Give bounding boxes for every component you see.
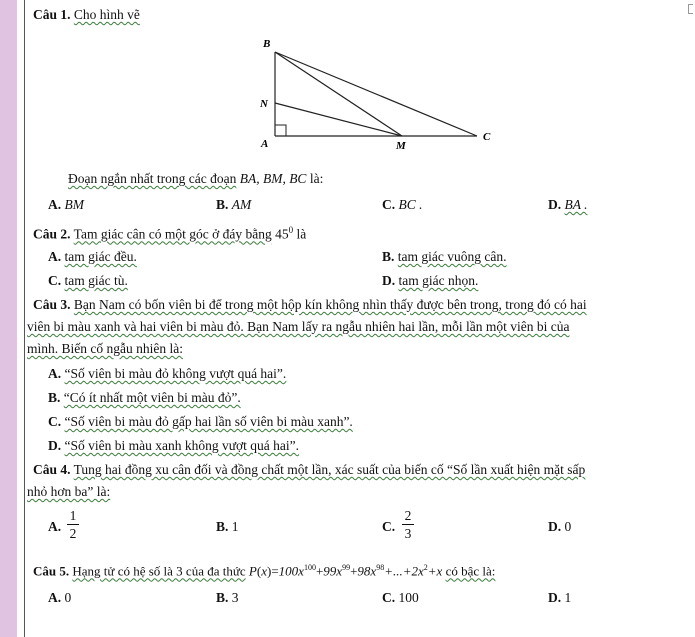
q4-option-a-fraction[interactable]: 1 2: [67, 508, 79, 541]
page-border: [24, 0, 25, 637]
q1-question: Đoạn ngắn nhất trong các đoạn BA, BM, BC là:: [68, 171, 324, 186]
left-margin-bar: [0, 0, 17, 637]
q4-line-2: nhỏ hơn ba” là:: [27, 484, 111, 499]
q3-line-2: viên bi màu xanh và hai viên bi màu đỏ. Bạn Nam lấy ra ngẫu nhiên hai lần, mỗi lần một viên bi của: [27, 319, 570, 334]
q4-option-c-key[interactable]: C.: [382, 519, 396, 534]
ruler-marker: [688, 4, 693, 14]
q1-option-a[interactable]: A. BM: [48, 197, 84, 212]
q5-header: Câu 5. Hạng tử có hệ số là 3 của đa thức $P(x)=100x^{100}+99x^{99}+98x^{98}+...+2x^2+x$ có bậc là:: [33, 563, 496, 579]
q1-header: [33, 6, 140, 23]
q5-option-a[interactable]: A. 0: [48, 590, 72, 605]
q1-option-b[interactable]: B. AM: [216, 197, 252, 212]
q3-line-3: mình. Biến cố ngẫu nhiên là:: [27, 341, 183, 356]
q1-label: Câu 1.: [33, 7, 71, 22]
q2-header: Câu 2. Tam giác cân có một góc ở đáy bằng $45^0$ là: [33, 225, 307, 242]
q4-option-b[interactable]: B. 1: [216, 519, 239, 534]
q3-option-c[interactable]: C. “Số viên bi màu đỏ gấp hai lần số viên bi màu xanh”.: [48, 414, 353, 429]
q4-option-d[interactable]: D. 0: [548, 519, 572, 534]
q1-option-c[interactable]: C. BC .: [382, 197, 423, 212]
q3-option-d[interactable]: D. “Số viên bi màu xanh không vượt quá hai”.: [48, 438, 300, 453]
q2-option-a[interactable]: A. tam giác đều.: [48, 249, 137, 264]
q1-option-d[interactable]: D. BA .: [548, 197, 588, 212]
point-n-label: N: [260, 98, 268, 110]
q3-line-1: Câu 3. Bạn Nam có bốn viên bi để trong một hộp kín không nhìn thấy được bên trong, trong đó có hai: [33, 297, 587, 312]
point-b-label: B: [263, 38, 271, 50]
q4-option-c-fraction[interactable]: 2 3: [402, 508, 414, 541]
q4-line-1: Câu 4. Tung hai đồng xu cân đối và đồng chất một lần, xác suất của biến cố “Số lần xuất hiện mặt sấp: [33, 462, 586, 477]
q5-option-b[interactable]: B. 3: [216, 590, 239, 605]
q3-option-b[interactable]: B. “Có ít nhất một viên bi màu đỏ”.: [48, 390, 241, 405]
q5-option-d[interactable]: D. 1: [548, 590, 572, 605]
q2-option-b[interactable]: B. tam giác vuông cân.: [382, 249, 507, 264]
q4-option-a-key[interactable]: A.: [48, 519, 62, 534]
q3-option-a[interactable]: A. “Số viên bi màu đỏ không vượt quá hai”.: [48, 366, 287, 381]
q5-option-c[interactable]: C. 100: [382, 590, 419, 605]
q1-triangle-figure: [255, 36, 515, 156]
point-m-label: M: [396, 140, 406, 152]
point-c-label: C: [483, 131, 491, 143]
point-a-label: A: [261, 138, 269, 150]
q2-option-c[interactable]: C. tam giác tù.: [48, 273, 128, 288]
q1-stem: Cho hình vẽ: [73, 7, 140, 22]
q2-option-d[interactable]: D. tam giác nhọn.: [382, 273, 479, 288]
